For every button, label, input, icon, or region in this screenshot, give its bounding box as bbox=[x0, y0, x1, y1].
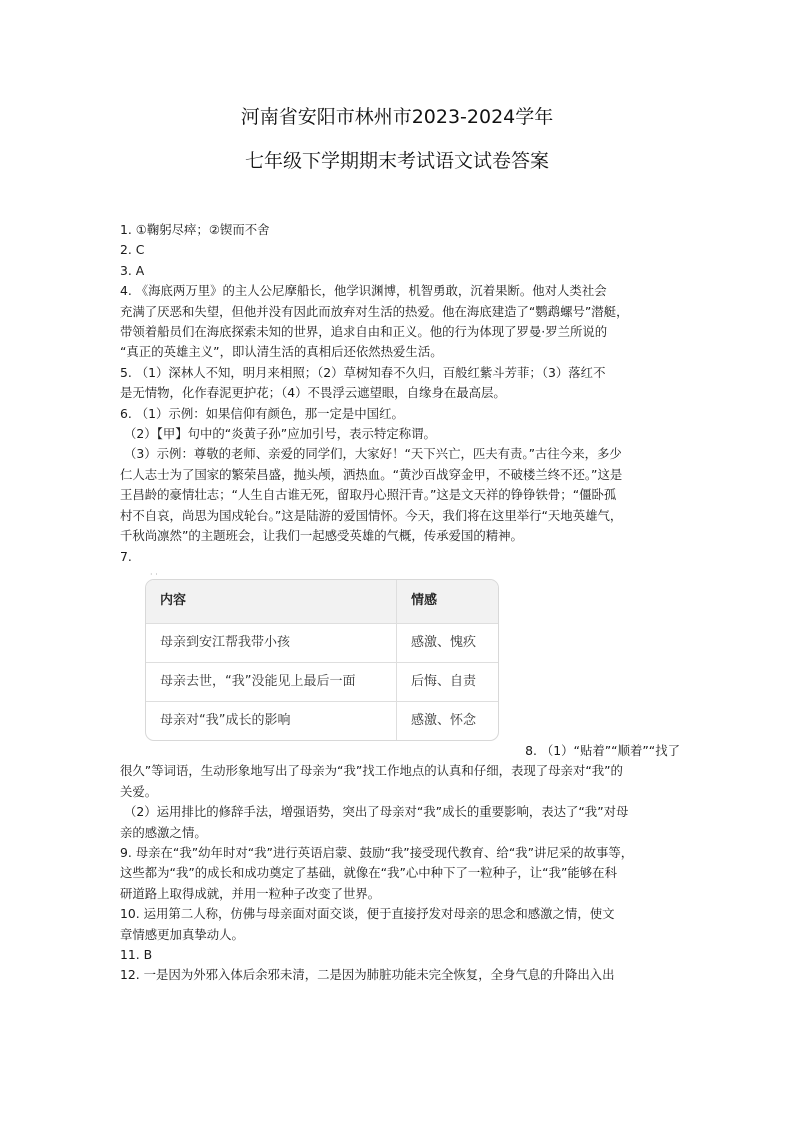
answer-7: 7. bbox=[120, 548, 132, 564]
table-cell: 后悔、自责 bbox=[397, 662, 499, 701]
table-cell: 母亲对“我”成长的影响 bbox=[146, 701, 397, 740]
answer-6-line: 仁人志士为了国家的繁荣昌盛，抛头颅，洒热血。“黄沙百战穿金甲，不破楼兰终不还。”这是 bbox=[120, 466, 623, 482]
table-row bbox=[146, 662, 498, 701]
table-cell: 母亲到安江帮我带小孩 bbox=[146, 623, 397, 662]
answer-7-table bbox=[145, 579, 499, 741]
answer-6-line: 6. （1）示例：如果信仰有颜色，那一定是中国红。 bbox=[120, 405, 404, 421]
title-line-1: 河南省安阳市林州市2023-2024学年 bbox=[240, 106, 554, 128]
answer-4-line: 充满了厌恶和失望，但他并没有因此而放弃对生活的热爱。他在海底建造了“鹦鹉螺号”潜艇， bbox=[120, 303, 629, 319]
answer-9-line: 研道路上取得成就，并用一粒种子改变了世界。 bbox=[120, 885, 381, 901]
answer-body bbox=[120, 220, 680, 986]
answer-12-line: 12. 一是因为外邪入体后余邪未清，二是因为肺脏功能未完全恢复，全身气息的升降出入出 bbox=[120, 967, 615, 983]
answer-4-line: 4. 《海底两万里》的主人公尼摩船长，他学识渊博，机智勇敢，沉着果断。他对人类社会 bbox=[120, 283, 607, 299]
answer-5-line: 5. （1）深林人不知，明月来相照；（2）草树知春不久归，百般红紫斗芳菲；（3）落红不 bbox=[120, 364, 606, 380]
answer-8-line: （2）运用排比的修辞手法，增强语势，突出了母亲对“我”成长的重要影响，表达了“我”对母 bbox=[124, 804, 629, 820]
table-header-content: 内容 bbox=[146, 580, 397, 624]
answer-8-line: 关爱。 bbox=[120, 783, 158, 799]
table-cell: 感激、怀念 bbox=[397, 701, 499, 740]
answer-10-line: 10. 运用第二人称，仿佛与母亲面对面交谈，便于直接抒发对母亲的思念和感激之情，使文 bbox=[120, 906, 615, 922]
answer-8-line: 亲的感激之情。 bbox=[120, 824, 207, 840]
table-cell: 母亲去世，“我”没能见上最后一面 bbox=[146, 662, 397, 701]
title-line-2: 七年级下学期期末考试语文试卷答案 bbox=[244, 150, 549, 172]
answer-9-line: 9. 母亲在“我”幼年时对“我”进行英语启蒙、鼓励“我”接受现代教育、给“我”讲尼采的故事等， bbox=[120, 844, 634, 860]
answer-1: 1. ①鞠躬尽瘁；②锲而不舍 bbox=[120, 222, 270, 237]
table-header-row bbox=[146, 580, 498, 624]
answer-6-line: 千秋尚凛然”的主题班会，让我们一起感受英雄的气概，传承爱国的精神。 bbox=[120, 528, 523, 544]
stray-dots: · · bbox=[150, 570, 158, 579]
table-cell: 感激、愧疚 bbox=[397, 623, 499, 662]
answer-9-line: 这些都为“我”的成长和成功奠定了基础，就像在“我”心中种下了一粒种子，让“我”能够在科 bbox=[120, 865, 617, 881]
answer-6-line: （3）示例：尊敬的老师、亲爱的同学们，大家好！“天下兴亡，匹夫有责。”古往今来，多少 bbox=[124, 446, 622, 462]
answer-2: 2. C bbox=[120, 242, 145, 258]
answer-3: 3. A bbox=[120, 262, 145, 278]
answer-4-line: “真正的英雄主义”，即认清生活的真相后还依然热爱生活。 bbox=[120, 344, 443, 360]
answer-8-line: 很久”等词语，生动形象地写出了母亲为“我”找工作地点的认真和仔细，表现了母亲对“我”的 bbox=[120, 763, 623, 779]
table-row bbox=[146, 623, 498, 662]
answer-6-line: 村不自哀，尚思为国戍轮台。”这是陆游的爱国情怀。今天，我们将在这里举行“天地英雄气， bbox=[120, 507, 623, 523]
answer-6-line: 王昌龄的豪情壮志；“人生自古谁无死，留取丹心照汗青。”这是文天祥的铮铮铁骨；“僵卧孤 bbox=[120, 487, 617, 503]
answer-8-line: 8. （1）“贴着”“顺着”“找了 bbox=[525, 742, 680, 758]
answer-5-line: 是无情物，化作春泥更护花；（4）不畏浮云遮望眼，自缘身在最高层。 bbox=[120, 385, 506, 401]
answer-10-line: 章情感更加真挚动人。 bbox=[120, 926, 244, 942]
table-row bbox=[146, 701, 498, 740]
table-header-emotion: 情感 bbox=[397, 580, 499, 624]
answer-11: 11. B bbox=[120, 946, 153, 962]
answer-7-table-wrap bbox=[145, 579, 499, 741]
answer-4-line: 带领着船员们在海底探索未知的世界，追求自由和正义。他的行为体现了罗曼·罗兰所说的 bbox=[120, 324, 608, 340]
answer-6-line: （2）【甲】句中的“炎黄子孙”应加引号，表示特定称谓。 bbox=[124, 426, 436, 442]
